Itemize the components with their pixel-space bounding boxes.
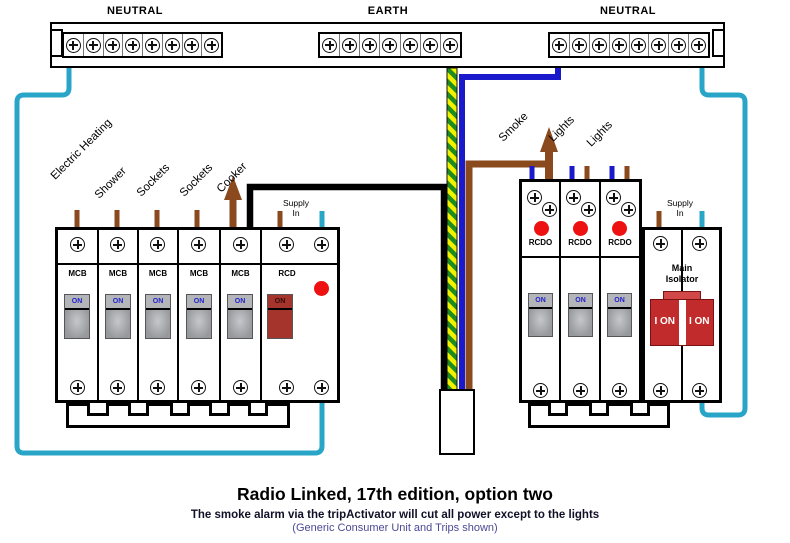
screw-icon xyxy=(191,237,206,252)
terminal-cell xyxy=(359,34,379,56)
rcbo-indicator-light xyxy=(612,221,627,236)
screw-icon xyxy=(606,190,621,205)
rcbo-module-lights-2 xyxy=(601,182,639,400)
screw-icon xyxy=(150,380,165,395)
neutral-label-left: NEUTRAL xyxy=(106,5,164,17)
supply-cable-sheath xyxy=(439,389,475,455)
terminal-cell xyxy=(162,34,182,56)
mcb-switch xyxy=(186,294,212,339)
supply-line2: In xyxy=(292,208,300,218)
main-isolator-section xyxy=(642,227,722,403)
screw-icon xyxy=(70,380,85,395)
terminal-cell xyxy=(648,34,668,56)
terminal-cell xyxy=(122,34,142,56)
screw-icon xyxy=(653,383,668,398)
terminal-cell xyxy=(103,34,123,56)
rcd-indicator-light xyxy=(314,281,329,296)
terminal-cell xyxy=(400,34,420,56)
rcd-switch xyxy=(267,294,293,339)
mcb-module xyxy=(58,230,99,400)
rcbo-switch xyxy=(607,293,632,337)
mcb-module xyxy=(139,230,179,400)
switch-on-label: ON xyxy=(569,294,592,307)
screw-icon xyxy=(671,38,686,53)
switch-body xyxy=(187,310,211,338)
rcbo-switch xyxy=(528,293,553,337)
switch-body xyxy=(608,309,631,336)
switch-on-label: ON xyxy=(146,295,170,308)
screw-icon xyxy=(110,237,125,252)
screw-icon xyxy=(651,38,666,53)
switch-on-label: ON xyxy=(65,295,89,308)
rcbo-label: RCDO xyxy=(528,238,553,247)
screw-icon xyxy=(403,38,418,53)
screw-icon xyxy=(527,190,542,205)
screw-icon xyxy=(342,38,357,53)
switch-body xyxy=(65,310,89,338)
screw-icon xyxy=(110,380,125,395)
screw-icon xyxy=(204,38,219,53)
rcbo-label: RCDO xyxy=(608,238,632,247)
screw-icon xyxy=(566,190,581,205)
terminal-cell xyxy=(339,34,359,56)
screw-icon xyxy=(612,383,627,398)
circuit-label-lights-1: Lights xyxy=(546,114,577,145)
circuit-label-sockets-1: Sockets xyxy=(134,161,173,200)
supply-line2: In xyxy=(676,208,684,218)
supply-line1: Supply xyxy=(667,198,693,208)
circuit-label-electric-heating: Electric Heating xyxy=(48,116,115,183)
mcb-switch xyxy=(105,294,131,339)
diagram-subtitle: The smoke alarm via the tripActivator will cut all power except to the lights xyxy=(190,509,600,521)
switch-on-label: ON xyxy=(106,295,130,308)
screw-icon xyxy=(692,236,707,251)
isolator-on-right: I ON xyxy=(688,316,710,327)
earth-label: EARTH xyxy=(367,5,409,17)
terminal-cell xyxy=(379,34,399,56)
screw-icon xyxy=(592,38,607,53)
screw-icon xyxy=(533,383,548,398)
neutral-terminal-strip-left xyxy=(62,32,223,58)
rcbo-switch xyxy=(568,293,593,337)
diagram-note: (Generic Consumer Unit and Trips shown) xyxy=(292,522,498,534)
terminal-cell xyxy=(64,34,83,56)
circuit-label-lights-2: Lights xyxy=(584,119,615,150)
terminal-cell xyxy=(201,34,221,56)
screw-icon xyxy=(145,38,160,53)
mcb-label: MCB xyxy=(108,269,128,278)
screw-icon xyxy=(191,380,206,395)
mcb-label: MCB xyxy=(68,269,87,278)
switch-body xyxy=(268,310,292,338)
switch-on-label: ON xyxy=(268,295,292,308)
comb-notch xyxy=(548,403,568,416)
switch-body xyxy=(228,310,252,338)
terminal-cell xyxy=(569,34,589,56)
screw-icon xyxy=(125,38,140,53)
switch-body xyxy=(106,310,130,338)
earth-wire xyxy=(447,68,457,391)
comb-notch xyxy=(87,403,109,416)
neutral-terminal-strip-right xyxy=(548,32,710,58)
screw-icon xyxy=(382,38,397,53)
isolator-on-left: I ON xyxy=(654,316,676,327)
screw-icon xyxy=(612,38,627,53)
supply-line1: Supply xyxy=(283,198,309,208)
right-consumer-unit xyxy=(519,179,642,403)
screw-icon xyxy=(165,38,180,53)
main-isolator-switch xyxy=(650,299,714,346)
screw-icon xyxy=(86,38,101,53)
mcb-module xyxy=(179,230,221,400)
switch-body xyxy=(569,309,592,336)
screw-icon xyxy=(322,38,337,53)
terminal-cell xyxy=(668,34,688,56)
terminal-cell xyxy=(83,34,103,56)
rcbo-indicator-light xyxy=(573,221,588,236)
switch-on-label: ON xyxy=(529,294,552,307)
rcbo-label: RCDO xyxy=(568,238,592,247)
screw-icon xyxy=(443,38,458,53)
terminal-cell xyxy=(142,34,162,56)
circuit-label-shower: Shower xyxy=(92,165,129,202)
left-consumer-unit xyxy=(55,227,340,403)
terminal-cell xyxy=(440,34,460,56)
terminal-cell xyxy=(550,34,569,56)
earth-terminal-strip xyxy=(318,32,462,58)
circuit-label-sockets-2: Sockets xyxy=(177,161,216,200)
rcd-label: RCD xyxy=(278,269,296,278)
screw-icon xyxy=(70,237,85,252)
circuit-label-cooker: Cooker xyxy=(214,160,250,196)
screw-icon xyxy=(423,38,438,53)
screw-icon xyxy=(572,38,587,53)
comb-notch xyxy=(630,403,650,416)
main-isolator-label xyxy=(645,263,719,285)
switch-on-label: ON xyxy=(608,294,631,307)
terminal-cell xyxy=(688,34,708,56)
screw-icon xyxy=(691,38,706,53)
neutral-label-right: NEUTRAL xyxy=(599,5,657,17)
left-supply-in-label xyxy=(274,198,318,218)
switch-body xyxy=(146,310,170,338)
right-supply-in-label xyxy=(658,198,702,218)
mcb-label: MCB xyxy=(189,269,209,278)
switch-on-label: ON xyxy=(228,295,252,308)
mcb-module xyxy=(99,230,139,400)
screw-icon xyxy=(314,380,329,395)
terminal-cell xyxy=(589,34,609,56)
mcb-label: MCB xyxy=(148,269,168,278)
terminal-cell xyxy=(320,34,339,56)
rcbo-indicator-light xyxy=(534,221,549,236)
terminal-cell xyxy=(629,34,649,56)
screw-icon xyxy=(631,38,646,53)
comb-notch xyxy=(128,403,149,416)
mcb-label: MCB xyxy=(231,269,250,278)
screw-icon xyxy=(184,38,199,53)
screw-icon xyxy=(105,38,120,53)
screw-icon xyxy=(279,237,294,252)
screw-icon xyxy=(233,237,248,252)
screw-icon xyxy=(279,380,294,395)
circuit-label-smoke: Smoke xyxy=(496,110,531,145)
mcb-switch xyxy=(64,294,90,339)
comb-notch xyxy=(209,403,230,416)
terminal-cell xyxy=(609,34,629,56)
screw-icon xyxy=(362,38,377,53)
rcbo-module-lights-1 xyxy=(561,182,601,400)
screw-icon xyxy=(573,383,588,398)
diagram-title: Radio Linked, 17th edition, option two xyxy=(237,484,553,504)
mcb-switch xyxy=(227,294,253,339)
switch-on-label: ON xyxy=(187,295,211,308)
screw-icon xyxy=(542,202,557,217)
screw-icon xyxy=(66,38,81,53)
comb-notch xyxy=(170,403,190,416)
mcb-switch xyxy=(145,294,171,339)
isolator-name-line1: Main xyxy=(671,263,693,273)
busbar-right-notch xyxy=(712,29,725,57)
screw-icon xyxy=(233,380,248,395)
screw-icon xyxy=(692,383,707,398)
screw-icon xyxy=(552,38,567,53)
screw-icon xyxy=(621,202,636,217)
rcbo-module-smoke xyxy=(522,182,561,400)
mcb-module xyxy=(221,230,262,400)
screw-icon xyxy=(150,237,165,252)
terminal-cell xyxy=(420,34,440,56)
terminal-cell xyxy=(182,34,202,56)
switch-body xyxy=(529,309,552,336)
comb-notch xyxy=(248,403,268,416)
rcd-module xyxy=(262,230,337,400)
isolator-name-line2: Isolator xyxy=(665,274,699,284)
screw-icon xyxy=(581,202,596,217)
screw-icon xyxy=(653,236,668,251)
screw-icon xyxy=(314,237,329,252)
isolator-stripe xyxy=(679,300,686,345)
comb-notch xyxy=(589,403,609,416)
